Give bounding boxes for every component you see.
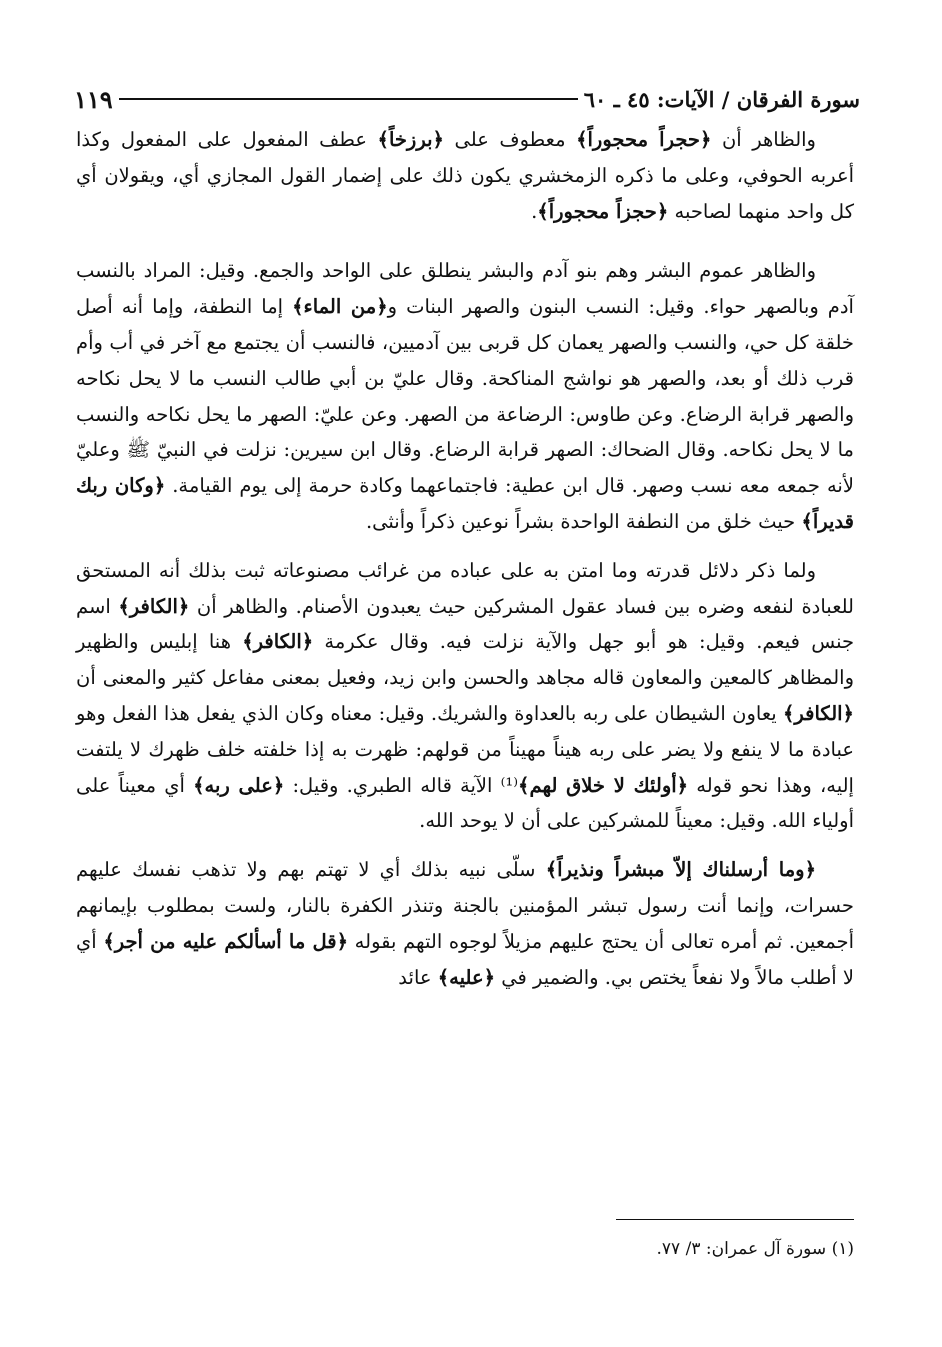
quranic-quote: ﴿قل ما أسألكم عليه من أجر﴾: [103, 929, 349, 953]
text-run: هنا إبليس والظهير والمظاهر كالمعين والمعاون قاله مجاهد والحسن وابن زيد، وفعيل بمعنى مفاعل كثير والمعنى أن: [76, 630, 854, 690]
paragraph: [76, 553, 854, 839]
header-rule: [119, 98, 578, 100]
quranic-quote: ﴿الكافر﴾: [782, 701, 854, 725]
quranic-quote: ﴿أولئك لا خلاق لهم﴾: [518, 773, 689, 797]
quranic-quote: ﴿وما أرسلناك إلاّ مبشراً ونذيراً﴾: [545, 858, 816, 882]
text-run: ⁽¹⁾ الآية قاله الطبري. وقيل:: [284, 773, 519, 797]
quranic-quote: ﴿الكافر﴾: [118, 594, 190, 618]
quranic-quote: ﴿حجزاً محجوراً﴾: [537, 199, 669, 223]
text-run: عائد: [398, 965, 438, 989]
text-run: معطوف على: [443, 128, 577, 151]
quranic-quote: ﴿عليه﴾: [437, 965, 496, 989]
quranic-quote: ﴿الكافر﴾: [242, 630, 314, 654]
quranic-quote: ﴿حجراً محجوراً﴾: [576, 128, 712, 151]
quranic-quote: ﴿وكان ربك قديراً﴾: [76, 474, 854, 533]
quranic-quote: ﴿من الماء﴾: [292, 295, 388, 319]
tafsir-text-body: [76, 122, 854, 1009]
running-header: [74, 82, 860, 116]
paragraph: [76, 253, 854, 539]
text-run: إما النطفة، وإما أنه أصل خلقة كل حي، والنسب والصهر يعمان كل قربى بين آدميين، فالنسب أن يجتمع مع آخر في أب وأم قرب ذلك أو بعد، والصهر هو نواشج المناكحة. وقال عليّ بن أبي طالب النسب ما لا يحل نكاحه والصهر قرابة الرضاع. وعن طاوس: الرضاعة من الصهر. وعن عليّ: الصهر ما يحل نكاحه والنسب ما لا يحل نكاحه. وقال الضحاك: الصهر قرابة الرضاع. وقال ابن سيرين: نزلت في النبيّ ﷺ وعليّ لأنه جمعه معه نسب وصهر. قال ابن عطية: فاجتماعهما وكادة حرمة إلى يوم القيامة.: [76, 295, 854, 498]
text-run: اسم جنس فيعم. وقيل: هو أبو جهل والآية نزلت فيه. وقال عكرمة: [76, 594, 855, 654]
paragraph: [76, 122, 854, 229]
text-run: أي معيناً على أولياء الله. وقيل: معيناً للمشركين على أن لا يوحد الله.: [76, 773, 854, 833]
text-run: حيث خلق من النطفة الواحدة بشراً نوعين ذكراً وأنثى.: [365, 509, 802, 533]
text-run: والظاهر عموم البشر وهم بنو آدم والبشر ينطلق على الواحد والجمع. وقيل: المراد بالنسب آدم وبالصهر حواء. وقيل: النسب البنون والصهر البنات و: [76, 259, 854, 319]
text-run: عطف المفعول على المفعول وكذا أعربه الحوفي، وعلى ما ذكره الزمخشري يكون ذلك على إضمار القول المجازي أي، ويقولان أي كل واحد منهما لصاحبه: [76, 128, 854, 223]
text-run: والظاهر أن: [711, 128, 816, 151]
footnote: (١) سورة آل عمران: ٣/ ٧٧.: [656, 1239, 854, 1259]
surah-title: سورة الفرقان / الآيات: ٤٥ ـ ٦٠: [583, 86, 860, 112]
quranic-quote: ﴿برزخاً﴾: [377, 128, 444, 151]
text-run: يعاون الشيطان على ربه بالعداوة والشريك. وقيل: معناه وكان الذي يفعل هذا الفعل وهو عبادة ما لا ينفع ولا يضر على ربه هيناً مهيناً من قولهم: ظهرت به إذا خلفته خلف ظهرك لا يلتفت إليه، وهذا نحو قوله: [76, 701, 854, 797]
text-run: .: [531, 199, 538, 223]
footnote-separator: [616, 1219, 854, 1220]
paragraph: [76, 852, 854, 995]
text-run: سلّى نبيه بذلك أي لا تهتم بهم ولا تذهب نفسك عليهم حسرات، وإنما أنت رسول تبشر المؤمنين بالجنة وتنذر الكفرة بالنار، ولست بمطلوب بإيمانهم أجمعين. ثم أمره تعالى أن يحتج عليهم مزيلاً لوجوه التهم بقوله: [76, 858, 854, 953]
quranic-quote: ﴿على ربه﴾: [193, 773, 285, 797]
page-number: ١١٩: [74, 84, 113, 114]
text-run: أي لا أطلب مالاً ولا نفعاً يختص بي. والضمير في: [76, 929, 854, 989]
text-run: ولما ذكر دلائل قدرته وما امتن به على عباده من غرائب مصنوعاته ثبت بذلك أنه المستحق للعبادة لنفعه وضره بين فساد عقول المشركين حيث يعبدون الأصنام. والظاهر أن: [76, 558, 854, 618]
